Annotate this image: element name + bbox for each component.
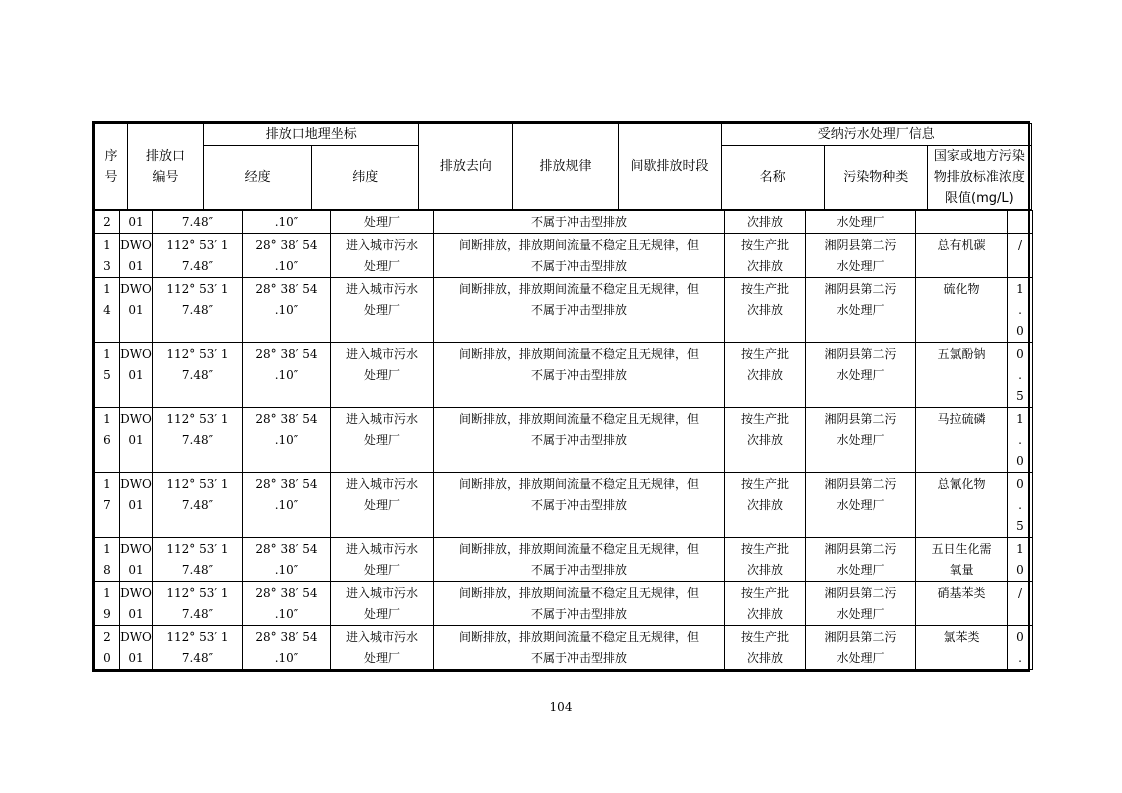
header-plant-group: 受纳污水处理厂信息 xyxy=(721,124,1031,146)
row-destination: 进入城市污水 处理厂 xyxy=(331,408,434,473)
table-row xyxy=(95,626,1033,670)
row-seq: 1 9 xyxy=(95,582,120,626)
table-row xyxy=(95,473,1033,538)
row-destination: 进入城市污水 处理厂 xyxy=(331,626,434,670)
row-seq: 1 7 xyxy=(95,473,120,538)
header-plant-name: 名称 xyxy=(721,146,824,210)
row-limit xyxy=(1008,211,1033,234)
row-limit: / xyxy=(1008,582,1033,626)
row-plant-mode: 按生产批 次排放 xyxy=(725,538,806,582)
row-pollutant: 马拉硫磷 xyxy=(916,408,1008,473)
row-seq: 1 6 xyxy=(95,408,120,473)
table-row xyxy=(95,408,1033,473)
row-longitude: 112° 53′ 1 7.48″ xyxy=(153,538,243,582)
row-destination: 进入城市污水 处理厂 xyxy=(331,473,434,538)
table-header xyxy=(94,123,1032,210)
row-pattern: 间断排放，排放期间流量不稳定且无规律，但 不属于冲击型排放 xyxy=(434,582,725,626)
row-latitude: .10″ xyxy=(243,211,331,234)
row-outlet-code: DWO 01 xyxy=(120,626,153,670)
row-pollutant xyxy=(916,211,1008,234)
row-latitude: 28° 38′ 54 .10″ xyxy=(243,278,331,343)
row-latitude: 28° 38′ 54 .10″ xyxy=(243,538,331,582)
row-plant-name: 湘阴县第二污 水处理厂 xyxy=(806,582,916,626)
header-latitude: 纬度 xyxy=(312,146,419,210)
row-pollutant: 氯苯类 xyxy=(916,626,1008,670)
row-plant-name: 湘阴县第二污 水处理厂 xyxy=(806,538,916,582)
row-limit: 1 . 0 xyxy=(1008,278,1033,343)
row-pattern: 间断排放，排放期间流量不稳定且无规律，但 不属于冲击型排放 xyxy=(434,626,725,670)
row-seq: 2 xyxy=(95,211,120,234)
row-outlet-code: DWO 01 xyxy=(120,473,153,538)
row-plant-name: 湘阴县第二污 水处理厂 xyxy=(806,234,916,278)
row-limit: 1 0 xyxy=(1008,538,1033,582)
header-intermittent: 间歇排放时段 xyxy=(618,124,721,210)
row-pattern: 间断排放，排放期间流量不稳定且无规律，但 不属于冲击型排放 xyxy=(434,473,725,538)
header-seq: 序 号 xyxy=(95,124,128,210)
row-limit: / xyxy=(1008,234,1033,278)
row-pattern: 不属于冲击型排放 xyxy=(434,211,725,234)
row-destination: 进入城市污水 处理厂 xyxy=(331,582,434,626)
row-longitude: 112° 53′ 1 7.48″ xyxy=(153,626,243,670)
header-destination: 排放去向 xyxy=(419,124,513,210)
row-latitude: 28° 38′ 54 .10″ xyxy=(243,343,331,408)
row-longitude: 112° 53′ 1 7.48″ xyxy=(153,473,243,538)
row-plant-name: 湘阴县第二污 水处理厂 xyxy=(806,408,916,473)
row-pollutant: 硝基苯类 xyxy=(916,582,1008,626)
row-plant-mode: 按生产批 次排放 xyxy=(725,626,806,670)
row-seq: 1 3 xyxy=(95,234,120,278)
row-limit: 0 . xyxy=(1008,626,1033,670)
row-plant-mode: 按生产批 次排放 xyxy=(725,234,806,278)
row-plant-mode: 按生产批 次排放 xyxy=(725,408,806,473)
header-outlet-code: 排放口 编号 xyxy=(128,124,204,210)
table-row xyxy=(95,278,1033,343)
row-limit: 0 . 5 xyxy=(1008,473,1033,538)
row-outlet-code: DWO 01 xyxy=(120,234,153,278)
row-limit: 1 . 0 xyxy=(1008,408,1033,473)
table-row xyxy=(95,538,1033,582)
table-row xyxy=(95,211,1033,234)
page-number: 104 xyxy=(549,700,573,714)
row-outlet-code: DWO 01 xyxy=(120,408,153,473)
row-pollutant: 总氰化物 xyxy=(916,473,1008,538)
row-pattern: 间断排放，排放期间流量不稳定且无规律，但 不属于冲击型排放 xyxy=(434,538,725,582)
row-seq: 1 5 xyxy=(95,343,120,408)
row-pattern: 间断排放，排放期间流量不稳定且无规律，但 不属于冲击型排放 xyxy=(434,234,725,278)
header-pattern: 排放规律 xyxy=(513,124,618,210)
row-longitude: 112° 53′ 1 7.48″ xyxy=(153,278,243,343)
row-destination: 进入城市污水 处理厂 xyxy=(331,234,434,278)
row-latitude: 28° 38′ 54 .10″ xyxy=(243,234,331,278)
row-seq: 2 0 xyxy=(95,626,120,670)
row-longitude: 7.48″ xyxy=(153,211,243,234)
row-plant-mode: 按生产批 次排放 xyxy=(725,582,806,626)
row-outlet-code: DWO 01 xyxy=(120,582,153,626)
row-latitude: 28° 38′ 54 .10″ xyxy=(243,626,331,670)
row-plant-mode: 次排放 xyxy=(725,211,806,234)
row-outlet-code: DWO 01 xyxy=(120,343,153,408)
table-row xyxy=(95,234,1033,278)
row-seq: 1 8 xyxy=(95,538,120,582)
row-plant-mode: 按生产批 次排放 xyxy=(725,343,806,408)
row-seq: 1 4 xyxy=(95,278,120,343)
row-latitude: 28° 38′ 54 .10″ xyxy=(243,473,331,538)
row-pollutant: 总有机碳 xyxy=(916,234,1008,278)
row-longitude: 112° 53′ 1 7.48″ xyxy=(153,234,243,278)
row-longitude: 112° 53′ 1 7.48″ xyxy=(153,408,243,473)
row-plant-name: 湘阴县第二污 水处理厂 xyxy=(806,278,916,343)
row-pollutant: 硫化物 xyxy=(916,278,1008,343)
row-plant-mode: 按生产批 次排放 xyxy=(725,473,806,538)
row-pattern: 间断排放，排放期间流量不稳定且无规律，但 不属于冲击型排放 xyxy=(434,343,725,408)
row-plant-name: 湘阴县第二污 水处理厂 xyxy=(806,626,916,670)
row-pollutant: 五日生化需 氧量 xyxy=(916,538,1008,582)
row-limit: 0 . 5 xyxy=(1008,343,1033,408)
row-longitude: 112° 53′ 1 7.48″ xyxy=(153,343,243,408)
discharge-outlet-table xyxy=(92,121,1030,672)
row-destination: 进入城市污水 处理厂 xyxy=(331,278,434,343)
header-longitude: 经度 xyxy=(204,146,312,210)
row-destination: 进入城市污水 处理厂 xyxy=(331,538,434,582)
row-plant-name: 水处理厂 xyxy=(806,211,916,234)
row-pattern: 间断排放，排放期间流量不稳定且无规律，但 不属于冲击型排放 xyxy=(434,408,725,473)
table-row xyxy=(95,343,1033,408)
table-row xyxy=(95,582,1033,626)
row-outlet-code: DWO 01 xyxy=(120,538,153,582)
row-plant-name: 湘阴县第二污 水处理厂 xyxy=(806,473,916,538)
table-body xyxy=(94,210,1033,670)
row-pollutant: 五氯酚钠 xyxy=(916,343,1008,408)
header-pollutant: 污染物种类 xyxy=(824,146,927,210)
row-latitude: 28° 38′ 54 .10″ xyxy=(243,408,331,473)
row-pattern: 间断排放，排放期间流量不稳定且无规律，但 不属于冲击型排放 xyxy=(434,278,725,343)
row-latitude: 28° 38′ 54 .10″ xyxy=(243,582,331,626)
row-destination: 进入城市污水 处理厂 xyxy=(331,343,434,408)
row-plant-name: 湘阴县第二污 水处理厂 xyxy=(806,343,916,408)
header-standard: 国家或地方污染 物排放标准浓度 限值(mg/L) xyxy=(927,146,1031,210)
row-longitude: 112° 53′ 1 7.48″ xyxy=(153,582,243,626)
header-coords-group: 排放口地理坐标 xyxy=(204,124,419,146)
row-outlet-code: 01 xyxy=(120,211,153,234)
row-destination: 处理厂 xyxy=(331,211,434,234)
row-outlet-code: DWO 01 xyxy=(120,278,153,343)
row-plant-mode: 按生产批 次排放 xyxy=(725,278,806,343)
